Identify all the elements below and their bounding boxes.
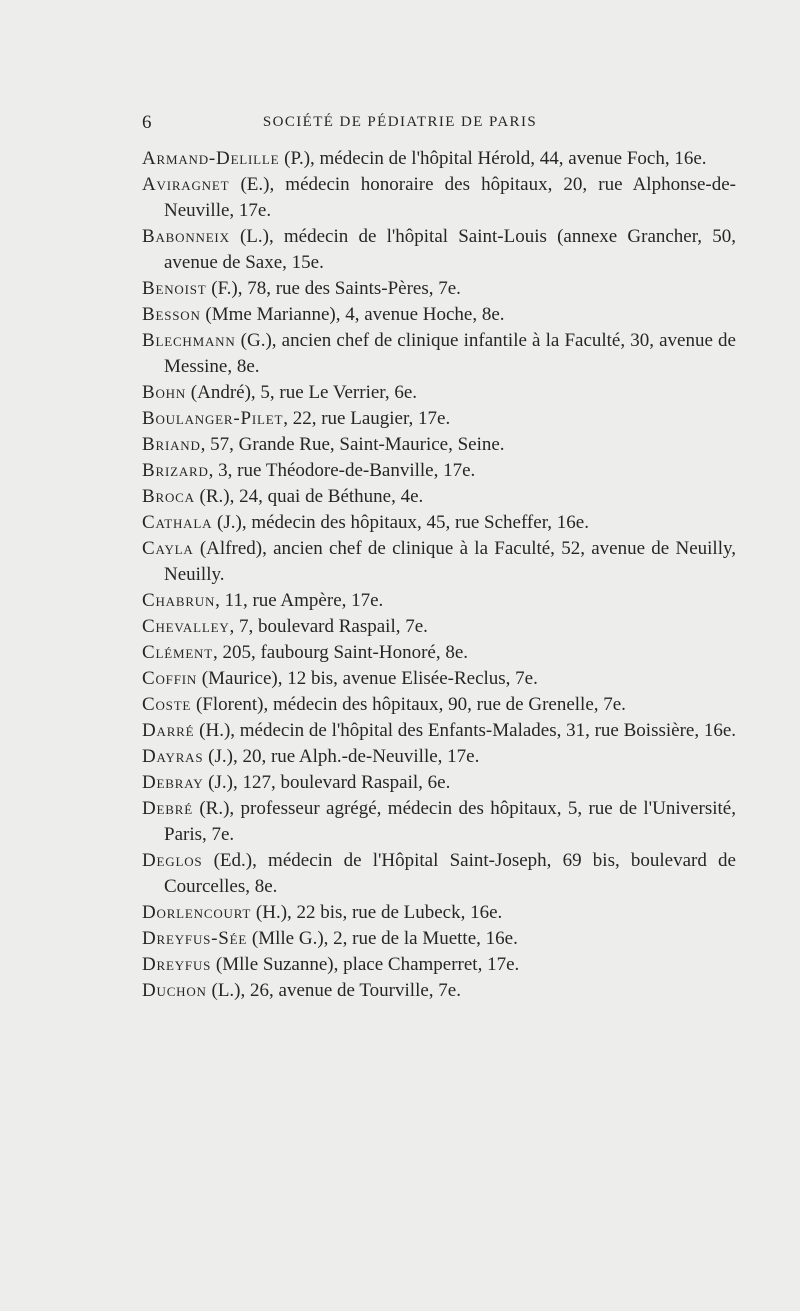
member-name: Broca xyxy=(142,486,195,507)
list-item xyxy=(142,666,736,692)
member-details: (J.), 127, boulevard Raspail, 6e. xyxy=(203,772,451,793)
list-item xyxy=(142,796,736,848)
member-name: Armand-Delille xyxy=(142,148,280,169)
list-item xyxy=(142,588,736,614)
member-name: Cathala xyxy=(142,512,213,533)
list-item xyxy=(142,432,736,458)
member-name: Besson xyxy=(142,304,201,325)
list-item xyxy=(142,406,736,432)
member-details: (E.), médecin honoraire des hôpitaux, 20, rue Alphonse-de-Neuville, 17e. xyxy=(164,174,736,221)
member-details: (F.), 78, rue des Saints-Pères, 7e. xyxy=(206,278,461,299)
list-item xyxy=(142,692,736,718)
list-item xyxy=(142,926,736,952)
list-item xyxy=(142,744,736,770)
member-details: (Mlle Suzanne), place Champerret, 17e. xyxy=(211,954,520,975)
running-title: SOCIÉTÉ DE PÉDIATRIE DE PARIS xyxy=(262,114,538,130)
member-name: Cayla xyxy=(142,538,194,559)
member-name: Debray xyxy=(142,772,204,793)
member-details: (J.), 20, rue Alph.-de-Neuville, 17e. xyxy=(203,746,480,767)
member-details: , 205, faubourg Saint-Honoré, 8e. xyxy=(212,642,469,663)
list-item xyxy=(142,458,736,484)
member-name: Debré xyxy=(142,798,193,819)
page-number: 6 xyxy=(142,112,152,133)
member-details: (H.), 22 bis, rue de Lubeck, 16e. xyxy=(251,902,503,923)
member-name: Boulanger-Pilet xyxy=(142,408,284,429)
member-name: Dorlencourt xyxy=(142,902,252,923)
list-item xyxy=(142,770,736,796)
member-details: (R.), 24, quai de Béthune, 4e. xyxy=(194,486,424,507)
list-item xyxy=(142,276,736,302)
list-item xyxy=(142,536,736,588)
member-details: , 57, Grande Rue, Saint-Maurice, Seine. xyxy=(200,434,505,455)
member-details: , 3, rue Théodore-de-Banville, 17e. xyxy=(208,460,476,481)
member-details: (L.), 26, avenue de Tourville, 7e. xyxy=(206,980,461,1001)
list-item xyxy=(142,900,736,926)
member-name: Deglos xyxy=(142,850,203,871)
list-item xyxy=(142,224,736,276)
member-name: Dreyfus-Sée xyxy=(142,928,248,949)
member-name: Coffin xyxy=(142,668,198,689)
member-details: (Maurice), 12 bis, avenue Elisée-Reclus, 7e. xyxy=(197,668,538,689)
member-name: Dreyfus xyxy=(142,954,212,975)
member-name: Bohn xyxy=(142,382,187,403)
list-item xyxy=(142,718,736,744)
member-details: (Florent), médecin des hôpitaux, 90, rue de Grenelle, 7e. xyxy=(191,694,626,715)
list-item xyxy=(142,978,736,1004)
member-name: Brizard xyxy=(142,460,209,481)
list-item xyxy=(142,484,736,510)
list-item xyxy=(142,510,736,536)
member-details: (J.), médecin des hôpitaux, 45, rue Scheffer, 16e. xyxy=(212,512,589,533)
list-item xyxy=(142,952,736,978)
list-item xyxy=(142,302,736,328)
member-name: Duchon xyxy=(142,980,207,1001)
member-name: Babonneix xyxy=(142,226,230,247)
member-details: (André), 5, rue Le Verrier, 6e. xyxy=(186,382,418,403)
member-details: (Alfred), ancien chef de clinique à la Faculté, 52, avenue de Neuilly, Neuilly. xyxy=(164,538,736,585)
list-item xyxy=(142,640,736,666)
page-header xyxy=(0,112,800,136)
member-details: (Ed.), médecin de l'Hôpital Saint-Joseph, 69 bis, boulevard de Courcelles, 8e. xyxy=(164,850,736,897)
member-details: , 22, rue Laugier, 17e. xyxy=(283,408,451,429)
member-details: (H.), médecin de l'hôpital des Enfants-Malades, 31, rue Boissière, 16e. xyxy=(194,720,737,741)
list-item xyxy=(142,614,736,640)
list-item xyxy=(142,380,736,406)
member-details: (Mlle G.), 2, rue de la Muette, 16e. xyxy=(247,928,518,949)
member-name: Briand xyxy=(142,434,201,455)
member-details: (P.), médecin de l'hôpital Hérold, 44, avenue Foch, 16e. xyxy=(279,148,707,169)
list-item xyxy=(142,146,736,172)
member-name: Dayras xyxy=(142,746,204,767)
list-item xyxy=(142,172,736,224)
member-name: Benoist xyxy=(142,278,207,299)
member-details: , 11, rue Ampère, 17e. xyxy=(215,590,384,611)
list-item xyxy=(142,328,736,380)
member-name: Coste xyxy=(142,694,192,715)
member-list xyxy=(142,146,736,1004)
member-name: Blechmann xyxy=(142,330,236,351)
member-name: Clément xyxy=(142,642,213,663)
member-details: (G.), ancien chef de clinique infantile à la Faculté, 30, avenue de Messine, 8e. xyxy=(164,330,736,377)
member-details: , 7, boulevard Raspail, 7e. xyxy=(229,616,428,637)
list-item xyxy=(142,848,736,900)
member-name: Chabrun xyxy=(142,590,216,611)
member-details: (R.), professeur agrégé, médecin des hôpitaux, 5, rue de l'Université, Paris, 7e. xyxy=(164,798,736,845)
member-name: Darré xyxy=(142,720,195,741)
member-name: Aviragnet xyxy=(142,174,230,195)
member-name: Chevalley xyxy=(142,616,230,637)
member-details: (Mme Marianne), 4, avenue Hoche, 8e. xyxy=(200,304,505,325)
member-details: (L.), médecin de l'hôpital Saint-Louis (annexe Grancher, 50, avenue de Saxe, 15e. xyxy=(164,226,736,273)
